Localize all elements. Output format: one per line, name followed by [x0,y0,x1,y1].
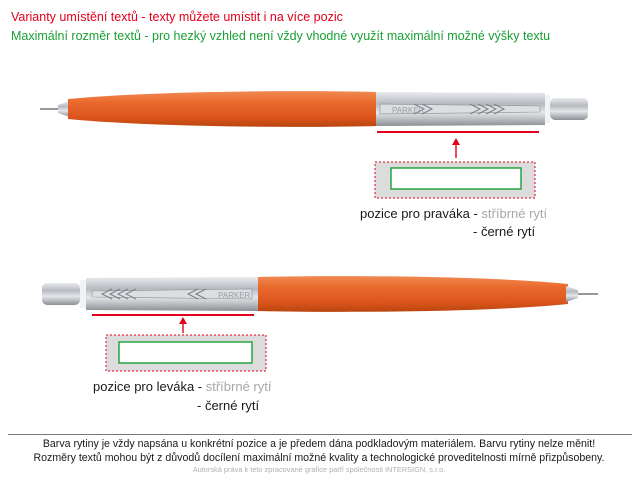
header-line-variants: Varianty umístění textů - texty můžete umístit i na více pozic [11,10,343,24]
label-left-hand [93,379,271,394]
right-hand-separator: - [469,206,482,221]
pen-cap-end [80,280,86,308]
left-hand-position-label: pozice pro leváka [93,379,195,394]
pen-push-button [42,283,80,305]
footer-note-dimensions: Rozměry textů mohou být z důvodů docílení maximální možné kvality a technologické proveditelnosti mírně přizpůsobeny. [33,452,605,464]
left-hand-separator: - [194,379,206,394]
footer-divider [8,434,632,435]
right-hand-position-label: pozice pro praváka [360,206,470,221]
cap-brand-engraving: PARKER [392,106,425,115]
pen-tip-cone [566,286,578,302]
footer-note-color: Barva rytiny je vždy napsána u konkrétní pozice a je předem dána podkladovým materiálem. Barvu rytiny nelze měnit! [42,438,596,450]
engraving-text-area [119,342,252,363]
pen-barrel [258,276,568,312]
header-line-max-size: Maximální rozměr textů - pro hezký vzhled není vždy vhodné využít maximální možné výšky textu [11,29,551,43]
left-hand-black-engraving: - černé rytí [197,398,260,413]
right-hand-silver-engraving: stříbrné rytí [481,206,548,221]
label-right-hand [360,206,547,221]
right-hand-black-engraving: - černé rytí [473,224,536,239]
position-arrowhead [179,317,187,324]
pen-barrel [68,91,376,127]
cap-brand-engraving: PARKER [218,291,251,300]
engraving-text-area [391,168,521,189]
copyright-note: Autorská práva k této zpracované grafice patří společnosti INTERSIGN, s.r.o. [192,465,446,474]
left-hand-silver-engraving: stříbrné rytí [205,379,272,394]
position-arrowhead [452,138,460,145]
pen-push-button [550,98,588,120]
pen-cap-end [545,95,550,123]
pen-left-hand [0,265,638,375]
